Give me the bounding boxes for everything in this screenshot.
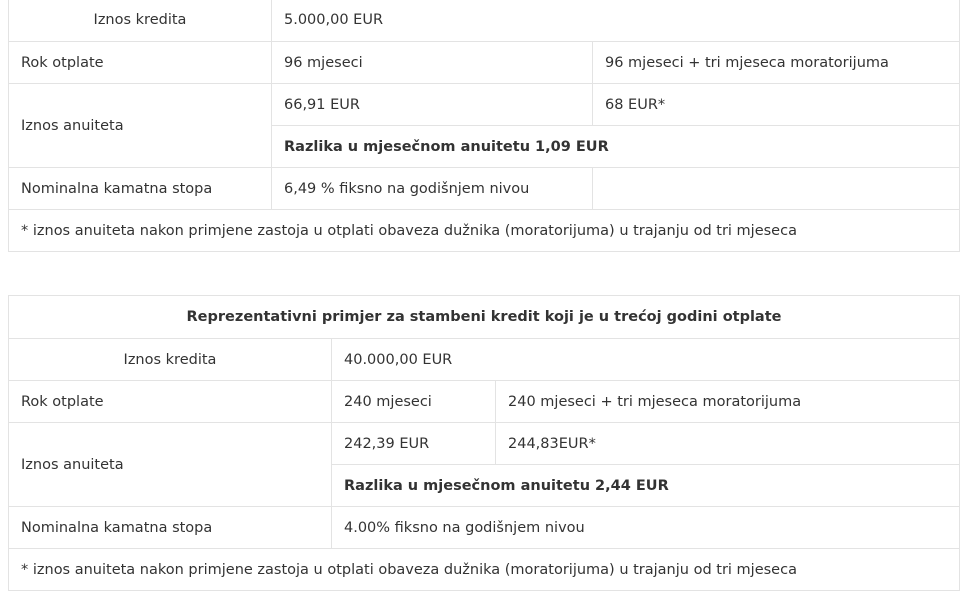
- rate-label: Nominalna kamatna stopa: [9, 168, 272, 210]
- loan-example-table-2: [8, 295, 960, 591]
- table-row-loan-amount: [9, 339, 960, 381]
- term-moratorium-value: 240 mjeseci + tri mjeseca moratorijuma: [496, 381, 960, 423]
- term-value: 240 mjeseci: [332, 381, 496, 423]
- table-row-term: [9, 381, 960, 423]
- table-row-annuity: [9, 84, 960, 126]
- loan-amount-label: Iznos kredita: [9, 0, 272, 42]
- footnote: * iznos anuiteta nakon primjene zastoja u otplati obaveza dužnika (moratorijuma) u trajanju od tri mjeseca: [9, 549, 960, 591]
- loan-amount-label: Iznos kredita: [9, 339, 332, 381]
- annuity-value: 242,39 EUR: [332, 423, 496, 465]
- term-moratorium-value: 96 mjeseci + tri mjeseca moratorijuma: [593, 42, 960, 84]
- table-row-footnote: [9, 210, 960, 252]
- term-label: Rok otplate: [9, 381, 332, 423]
- annuity-moratorium-value: 244,83EUR*: [496, 423, 960, 465]
- rate-value: 6,49 % fiksno na godišnjem nivou: [272, 168, 593, 210]
- rate-value: 4.00% fiksno na godišnjem nivou: [332, 507, 960, 549]
- table-row-rate: [9, 168, 960, 210]
- loan-amount-value: 40.000,00 EUR: [332, 339, 960, 381]
- annuity-difference: Razlika u mjesečnom anuitetu 2,44 EUR: [332, 465, 960, 507]
- table-row-title: [9, 296, 960, 339]
- annuity-moratorium-value: 68 EUR*: [593, 84, 960, 126]
- table-row-rate: [9, 507, 960, 549]
- annuity-value: 66,91 EUR: [272, 84, 593, 126]
- table-row-annuity: [9, 423, 960, 465]
- loan-amount-value: 5.000,00 EUR: [272, 0, 960, 42]
- rate-empty-cell: [593, 168, 960, 210]
- rate-label: Nominalna kamatna stopa: [9, 507, 332, 549]
- table-row-footnote: [9, 549, 960, 591]
- table-row-loan-amount: [9, 0, 960, 42]
- table-title: Reprezentativni primjer za stambeni kredit koji je u trećoj godini otplate: [9, 296, 960, 339]
- table-row-term: [9, 42, 960, 84]
- term-label: Rok otplate: [9, 42, 272, 84]
- footnote: * iznos anuiteta nakon primjene zastoja u otplati obaveza dužnika (moratorijuma) u trajanju od tri mjeseca: [9, 210, 960, 252]
- annuity-label: Iznos anuiteta: [9, 423, 332, 507]
- annuity-difference: Razlika u mjesečnom anuitetu 1,09 EUR: [272, 126, 960, 168]
- annuity-label: Iznos anuiteta: [9, 84, 272, 168]
- term-value: 96 mjeseci: [272, 42, 593, 84]
- loan-example-table-1: [8, 0, 960, 252]
